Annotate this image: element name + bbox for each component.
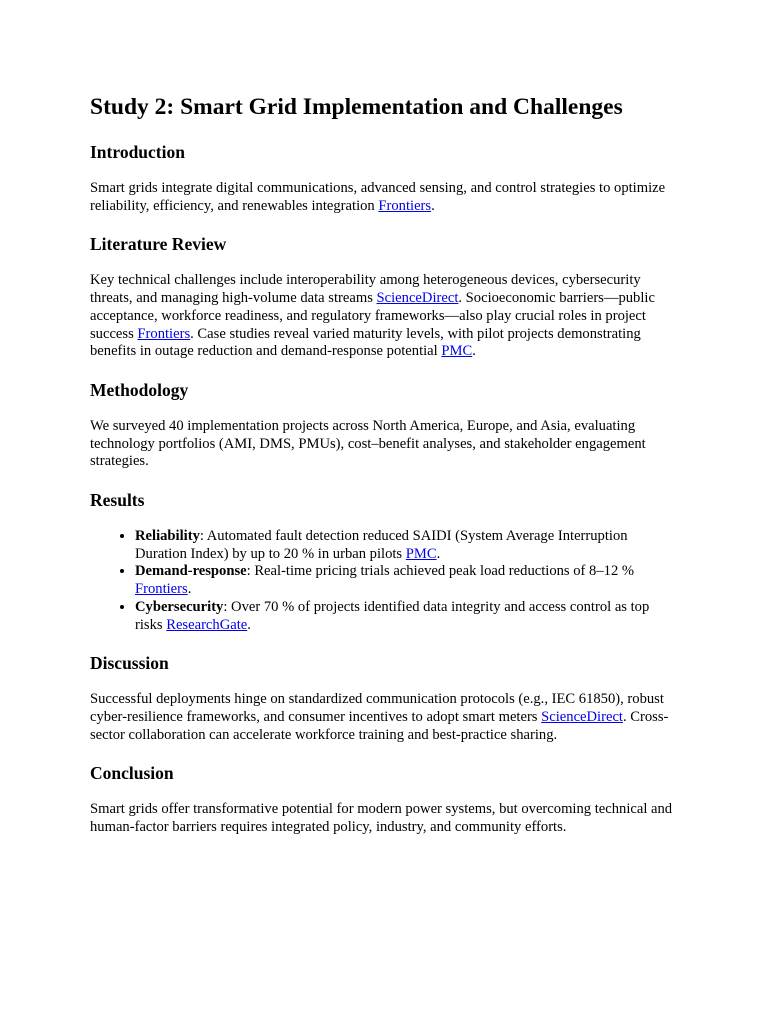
- discussion-text-2: . Cross-sector collaboration can accelerate workforce training and best-practice sharing.: [90, 708, 669, 743]
- literature-review-heading: Literature Review: [90, 234, 227, 255]
- methodology-paragraph: We surveyed 40 implementation projects across North America, Europe, and Asia, evaluating technology portfolios (AMI, DMS, PMUs), cost–benefit analyses, and stakeholder engagement strategies.: [90, 417, 646, 470]
- list-item: [135, 599, 678, 634]
- period: .: [431, 197, 435, 214]
- results-list: [90, 528, 678, 634]
- result-pmc-link[interactable]: PMC: [405, 545, 437, 562]
- literature-review-paragraph: [90, 272, 678, 361]
- literature-sciencedirect-link[interactable]: ScienceDirect: [376, 290, 459, 307]
- list-item: [135, 528, 678, 563]
- period: .: [472, 343, 476, 360]
- list-item: [135, 563, 678, 598]
- literature-review-text-3: . Case studies reveal varied maturity levels, with pilot projects demonstrating benefits in outage reduction and demand-response potential: [90, 325, 641, 360]
- conclusion-heading: Conclusion: [90, 763, 174, 784]
- discussion-paragraph: [90, 691, 678, 744]
- literature-review-text-1: Key technical challenges include interoperability among heterogeneous devices, cybersecurity threats, and managing high-volume data streams: [90, 272, 641, 307]
- introduction-heading: Introduction: [90, 142, 185, 162]
- period: .: [187, 581, 192, 598]
- literature-frontiers-link[interactable]: Frontiers: [137, 325, 191, 342]
- conclusion-paragraph: Smart grids offer transformative potential for modern power systems, but overcoming technical and human-factor barriers requires integrated policy, industry, and community efforts.: [90, 801, 673, 836]
- result-label-demand-response: Demand-response: [135, 563, 247, 580]
- page-title: Study 2: Smart Grid Implementation and Challenges: [90, 94, 623, 120]
- discussion-heading: Discussion: [90, 653, 169, 674]
- result-text: : Automated fault detection reduced SAIDI (System Average Interruption Duration Index) by up to 20 % in urban pilots: [135, 528, 628, 562]
- result-label-cybersecurity: Cybersecurity: [135, 598, 224, 615]
- discussion-text-1: Successful deployments hinge on standardized communication protocols (e.g., IEC 61850), robust cyber-resilience frameworks, and consumer incentives to adopt smart meters: [90, 691, 664, 725]
- result-text: : Real-time pricing trials achieved peak load reductions of 8–12 %: [246, 563, 635, 580]
- literature-review-text-2: . Socioeconomic barriers—public acceptance, workforce readiness, and regulatory frameworks—also play crucial roles in project success: [90, 290, 655, 342]
- result-text: : Over 70 % of projects identified data integrity and access control as top risks: [135, 598, 650, 633]
- literature-pmc-link[interactable]: PMC: [441, 343, 473, 360]
- introduction-paragraph: [90, 180, 678, 215]
- period: .: [436, 545, 441, 562]
- result-researchgate-link[interactable]: ResearchGate: [166, 616, 248, 633]
- result-label-reliability: Reliability: [135, 528, 200, 545]
- methodology-heading: Methodology: [90, 379, 189, 400]
- introduction-frontiers-link[interactable]: Frontiers: [378, 197, 432, 214]
- introduction-text: Smart grids integrate digital communications, advanced sensing, and control strategies to optimize reliability, efficiency, and renewables integration: [90, 180, 666, 214]
- results-heading: Results: [90, 490, 145, 511]
- discussion-sciencedirect-link[interactable]: ScienceDirect: [541, 708, 623, 725]
- result-frontiers-link[interactable]: Frontiers: [135, 581, 188, 598]
- period: .: [247, 616, 251, 633]
